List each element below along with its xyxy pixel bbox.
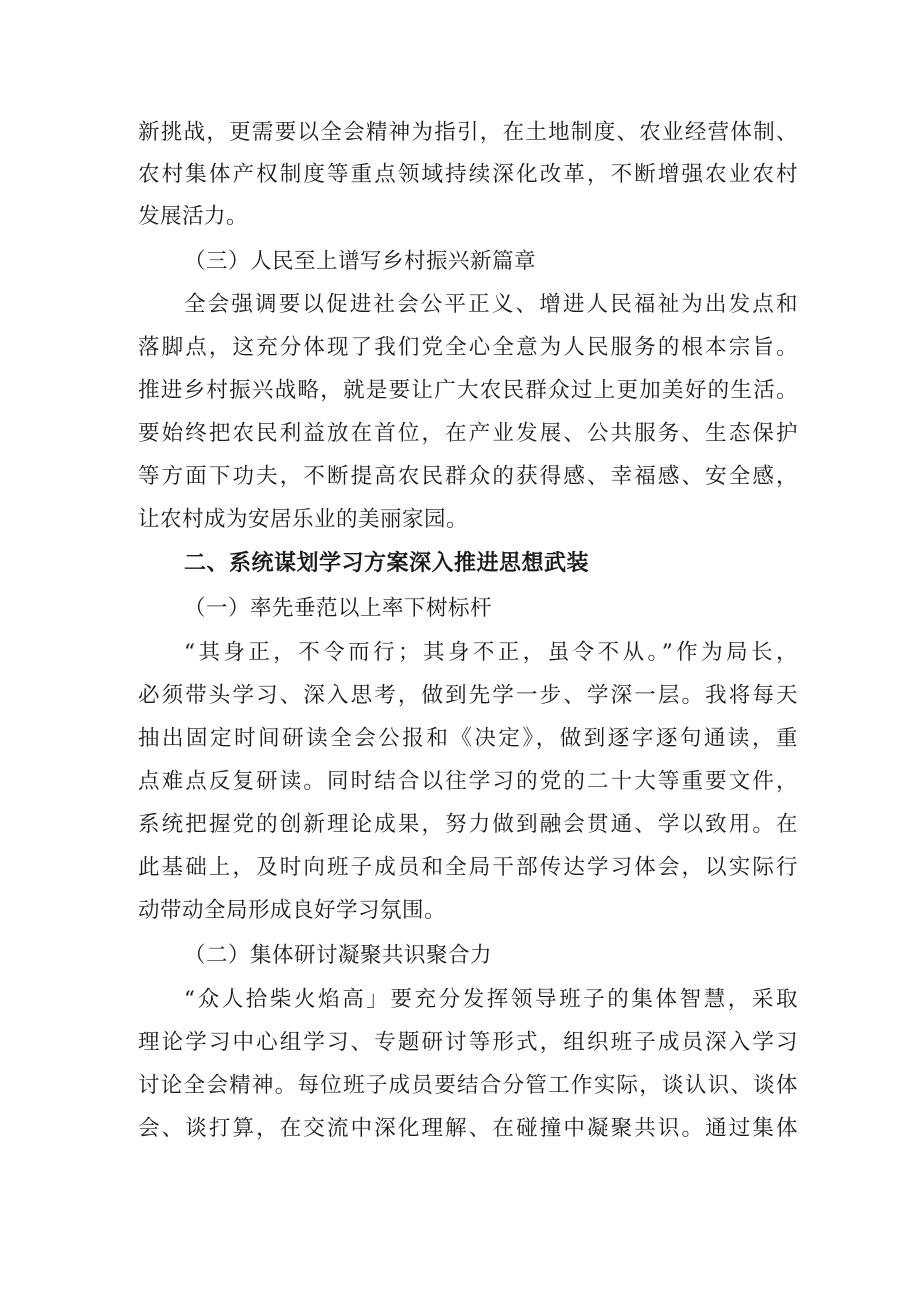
paragraph-line: 讨论全会精神。每位班子成员要结合分管工作实际，谈认识、谈体: [138, 1073, 798, 1098]
paragraph-line: 让农村成为安居乐业的美丽家园。: [138, 507, 469, 532]
paragraph-line: 农村集体产权制度等重点领域持续深化改革，不断增强农业农村: [138, 162, 798, 187]
paragraph-line: 动带动全局形成良好学习氛围。: [138, 898, 447, 923]
subsection-title: （三）人民至上谱写乡村振兴新篇章: [184, 249, 537, 274]
paragraph-line: 要始终把农民利益放在首位，在产业发展、公共服务、生态保护: [138, 421, 798, 446]
subsection-title: （一）率先垂范以上率下树标杆: [184, 596, 493, 621]
paragraph-line: 新挑战，更需要以全会精神为指引，在土地制度、农业经营体制、: [138, 120, 798, 145]
section-heading: 二、系统谋划学习方案深入推进思想武装: [184, 551, 590, 576]
paragraph-line: 落脚点，这充分体现了我们党全心全意为人民服务的根本宗旨。: [138, 335, 798, 360]
paragraph-line: 系统把握党的创新理论成果，努力做到融会贯通、学以致用。在: [138, 812, 798, 837]
paragraph-line: 等方面下功夫，不断提高农民群众的获得感、幸福感、安全感，: [138, 464, 798, 489]
paragraph-line: 点难点反复研读。同时结合以往学习的党的二十大等重要文件，: [138, 769, 798, 794]
paragraph-line: 必须带头学习、深入思考，做到先学一步、学深一层。我将每天: [138, 683, 798, 708]
subsection-title: （二）集体研讨凝聚共识聚合力: [184, 943, 493, 968]
paragraph-line: 会、谈打算，在交流中深化理解、在碰撞中凝聚共识。通过集体: [138, 1116, 798, 1141]
paragraph-line: 发展活力。: [138, 204, 249, 229]
paragraph-line: 抽出固定时间研读全会公报和《决定》，做到逐字逐句通读，重: [138, 726, 798, 751]
paragraph-line: 全会强调要以促进社会公平正义、增进人民福祉为出发点和: [184, 292, 798, 317]
paragraph-line: 理论学习中心组学习、专题研讨等形式，组织班子成员深入学习: [138, 1030, 798, 1055]
paragraph-line: 推进乡村振兴战略，就是要让广大农民群众过上更加美好的生活。: [138, 378, 798, 403]
paragraph-line: 此基础上，及时向班子成员和全局干部传达学习体会，以实际行: [138, 855, 798, 880]
paragraph-line: “众人拾柴火焰高」要充分发挥领导班子的集体智慧，采取: [184, 987, 798, 1012]
paragraph-line: “其身正，不令而行；其身不正，虽令不从。”作为局长，: [184, 640, 798, 665]
